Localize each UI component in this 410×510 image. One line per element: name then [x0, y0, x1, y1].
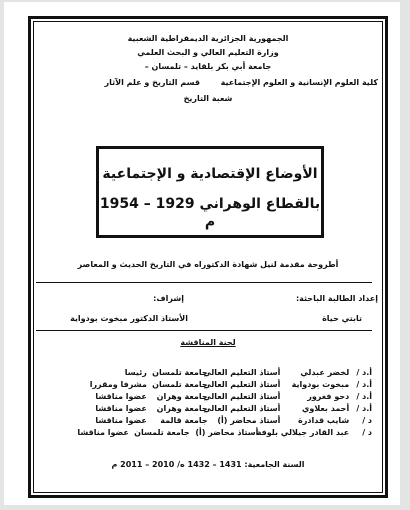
- jury-role: رئيسا: [124, 368, 147, 377]
- jury-role: مشرفا ومقررا: [89, 380, 147, 389]
- jury-rank: أستاذ التعليم العالي: [203, 392, 281, 401]
- middle-rule: [36, 330, 372, 331]
- jury-name: مبخوت بودواية: [291, 380, 350, 389]
- jury-row: [97, 404, 372, 414]
- document-page: [4, 2, 400, 505]
- student-label: إعداد الطالبة الباحثة:: [295, 294, 378, 303]
- thesis-title-line1: الأوضاع الإقتصادية و الإجتماعية: [102, 166, 318, 182]
- academic-year: السنة الجامعية: 1431 – 1432 ه/ 2010 – 2011 م: [111, 460, 305, 469]
- supervisor-name: الأستاذ الدكتور مبخوت بودواية: [70, 314, 188, 323]
- faculty-line: كلية العلوم الإنسانية و العلوم الإجتماعية: [220, 78, 378, 87]
- jury-university: جامعة تلمسان: [152, 380, 208, 389]
- jury-row: [77, 428, 372, 438]
- jury-name: أحمد بعلاوي: [302, 404, 350, 413]
- jury-heading: لجنة المناقشة: [180, 338, 236, 347]
- jury-role: عضوا مناقشا: [95, 392, 147, 401]
- jury-role: عضوا مناقشا: [95, 416, 147, 425]
- jury-name: عبد القادر جيلالي بلوفة: [256, 428, 350, 437]
- ministry-line: وزارة التعليم العالي و البحث العلمي: [137, 48, 279, 57]
- jury-name: شايب قدادرة: [298, 416, 350, 425]
- jury-rank: أستاذ التعليم العالي: [203, 380, 281, 389]
- jury-university: جامعة قالمة: [160, 416, 208, 425]
- jury-university: جامعة تلمسان: [152, 368, 208, 377]
- jury-row: [97, 392, 372, 402]
- jury-role: عضوا مناقشا: [95, 404, 147, 413]
- jury-rank: أستاذ التعليم العالي: [203, 404, 281, 413]
- jury-name: لخضر عبدلي: [300, 368, 350, 377]
- jury-title: أ.د /: [356, 368, 372, 377]
- thesis-title-line2: بالقطاع الوهراني 1929 – 1954 م: [99, 196, 321, 230]
- jury-title: أ.د /: [356, 404, 372, 413]
- jury-university: جامعة وهران: [156, 404, 208, 413]
- student-name: تابتي حياة: [322, 314, 362, 323]
- jury-name: دحو فغرور: [307, 392, 350, 401]
- thesis-title-box: [96, 146, 324, 238]
- branch-line: شعبة التاريخ: [183, 94, 233, 103]
- jury-row: [97, 368, 372, 378]
- jury-row: [89, 380, 372, 390]
- department-line: قسم التاريخ و علم الآثار: [104, 78, 200, 87]
- jury-rank: أستاذ محاضر (أ): [217, 416, 281, 425]
- university-line: جامعة أبي بكر بلقايد – تلمسان –: [144, 62, 272, 71]
- jury-row: [97, 416, 372, 426]
- jury-rank: أستاذ التعليم العالي: [203, 368, 281, 377]
- supervisor-label: إشراف:: [153, 294, 184, 303]
- jury-rank: أستاذ محاضر (أ): [195, 428, 259, 437]
- thesis-note: أطروحة مقدمة لنيل شهادة الدكتوراه في التاريخ الحديث و المعاصر: [77, 260, 339, 269]
- jury-university: جامعة وهران: [156, 392, 208, 401]
- jury-title: أ.د /: [356, 380, 372, 389]
- jury-role: عضوا مناقشا: [77, 428, 129, 437]
- jury-title: د /: [362, 416, 372, 425]
- jury-title: د /: [362, 428, 372, 437]
- jury-university: جامعة تلمسان: [134, 428, 190, 437]
- top-rule: [36, 282, 372, 283]
- page-content: [38, 32, 378, 487]
- jury-title: أ.د /: [356, 392, 372, 401]
- republic-line: الجمهورية الجزائرية الديمقراطية الشعبية: [127, 34, 289, 43]
